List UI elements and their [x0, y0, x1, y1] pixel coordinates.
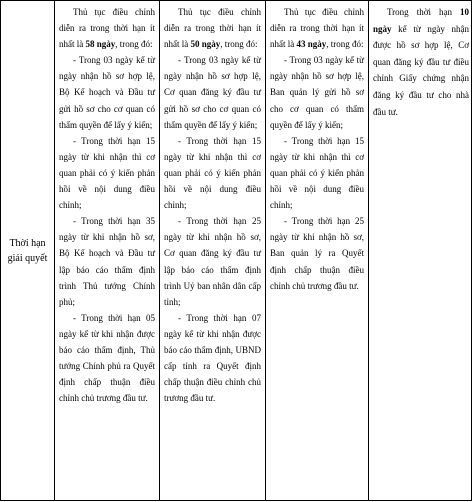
cell-intro: Thủ tục điều chỉnh diễn ra trong thời hạn ít nhất là 58 ngày, trong đó:	[59, 7, 155, 50]
cell-intro: Thủ tục điều chỉnh diễn ra trong thời hạn ít nhất là 43 ngày, trong đó:	[270, 7, 364, 50]
list-item: - Trong thời hạn 15 ngày từ khi nhận thì cơ quan phải có ý kiến phản hồi về nội dung điều chỉnh;	[59, 135, 155, 211]
list-item: - Trong thời hạn 15 ngày từ khi nhận thì cơ quan phải có ý kiến phản hồi về nội dung điều chỉnh;	[270, 135, 364, 211]
cell-column-1	[55, 1, 160, 500]
list-item: - Trong 03 ngày kể từ ngày nhận hồ sơ hợp lệ, Bộ Kế hoạch và Đầu tư gửi hồ sơ cho cơ quan có thẩm quyền để lấy ý kiến;	[59, 55, 155, 130]
cell-intro: Trong thời hạn 10 ngày kể từ ngày nhận được hồ sơ hợp lệ, Cơ quan đăng ký đầu tư điều chỉnh Giấy chứng nhận đăng ký đầu tư cho nhà đầu tư.	[373, 7, 469, 117]
list-item: - Trong thời hạn 15 ngày từ khi nhận thì cơ quan phải có ý kiến phản hồi về nội dung điều chỉnh;	[164, 135, 261, 211]
row-label: Thời hạn giải quyết	[7, 237, 48, 264]
row-label-cell	[1, 1, 55, 500]
list-item: - Trong thời hạn 05 ngày kể từ khi nhận được báo cáo thẩm định, Thủ tướng Chính phủ ra Quyết định chấp thuận điều chỉnh chủ trương đầu tư.	[59, 312, 155, 404]
list-item: - Trong thời hạn 25 ngày từ khi nhận hồ sơ, Cơ quan đăng ký đầu tư lập báo cáo thẩm định trình Uỷ ban nhân dân cấp tỉnh;	[164, 216, 261, 307]
cell-column-2	[160, 1, 266, 500]
cell-column-4	[369, 1, 473, 500]
cell-column-3	[266, 1, 369, 500]
cell-intro: Thủ tục điều chỉnh diễn ra trong thời hạn ít nhất là 50 ngày, trong đó:	[164, 7, 261, 50]
list-item: - Trong 03 ngày kể từ ngày nhận hồ sơ hợp lệ, Ban quản lý gửi hồ sơ cho cơ quan có thẩm quyền để lấy ý kiến;	[270, 55, 364, 130]
list-item: - Trong thời hạn 35 ngày từ khi nhận hồ sơ, Bộ Kế hoạch và Đầu tư lập báo cáo thẩm định trình Thủ tướng Chính phủ;	[59, 216, 155, 307]
list-item: - Trong thời hạn 07 ngày kể từ khi nhận được báo cáo thẩm định, UBND cấp tỉnh ra Quyết định chấp thuận điều chỉnh chủ trương đầu tư.	[164, 312, 261, 404]
list-item: - Trong 03 ngày kể từ ngày nhận hồ sơ hợp lệ, Cơ quan đăng ký đầu tư gửi hồ sơ cho cơ quan có thẩm quyền để lấy ý kiến;	[164, 55, 261, 130]
list-item: - Trong thời hạn 25 ngày từ khi nhận hồ sơ, Ban quản lý ra Quyết định chấp thuận điều chỉnh chủ trương đầu tư.	[270, 216, 364, 291]
